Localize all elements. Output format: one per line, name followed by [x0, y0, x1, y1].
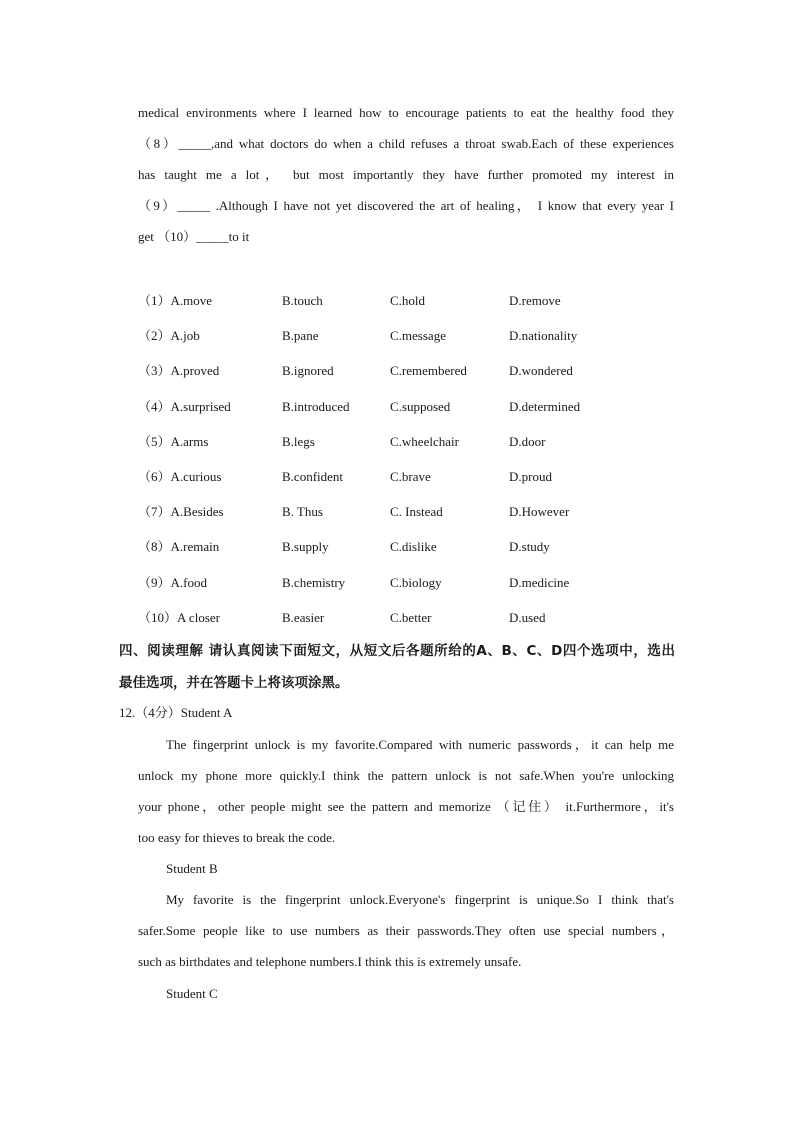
option-d: D.nationality [509, 328, 578, 344]
option-c: C.remembered [390, 363, 467, 379]
option-row [138, 290, 658, 325]
option-a-text: A.Besides [170, 504, 224, 520]
option-row [138, 325, 658, 360]
student-a-line: too easy for thieves to break the code. [138, 830, 336, 845]
option-b: B.touch [282, 293, 323, 308]
option-b: B.introduced [282, 398, 350, 414]
option-a [138, 607, 220, 629]
option-number: （4） [138, 398, 171, 414]
option-a [138, 501, 224, 523]
student-b-line: safer.Some people like to use numbers as their passwords.They often use special numbers， [138, 923, 674, 938]
option-row [138, 431, 658, 466]
options-list [138, 290, 658, 642]
option-c: C.better [390, 609, 432, 625]
option-number: （5） [138, 433, 171, 449]
option-a [138, 466, 221, 488]
option-number: （2） [138, 328, 171, 344]
option-b: B.ignored [282, 363, 334, 379]
option-a-text: A.job [170, 328, 200, 344]
option-a-text: A.proved [170, 363, 220, 379]
option-number: （10） [138, 609, 178, 625]
option-row [138, 536, 658, 571]
option-c: C.dislike [390, 539, 437, 555]
student-a-line: unlock my phone more quickly.I think the pattern unlock is not safe.When you're unlocking [138, 768, 674, 783]
option-b: B.easier [282, 609, 325, 625]
option-row [138, 466, 658, 501]
option-b: B.confident [282, 468, 344, 484]
option-d: D.medicine [509, 574, 570, 590]
option-a [138, 536, 219, 558]
passage-line: get （10）_____to it [138, 229, 250, 244]
student-b-text [138, 889, 674, 982]
passage-line: medical environments where I learned how to encourage patients to eat the healthy food they [138, 105, 674, 120]
student-a-line: The fingerprint unlock is my favorite.Compared with numeric passwords，it can help me [166, 737, 674, 752]
option-d: D.proud [509, 468, 552, 484]
option-a-text: A closer [177, 609, 220, 625]
passage-line: （9）_____ .Although I have not yet discovered the art of healing， I know that every year I [138, 198, 674, 213]
option-b: B.chemistry [282, 574, 346, 590]
option-row [138, 360, 658, 395]
option-d: D.door [509, 433, 546, 449]
option-number: （6） [138, 468, 171, 484]
option-c: C.hold [390, 293, 426, 308]
passage-line: （8）_____,and what doctors do when a child refuses a throat swab.Each of these experiences [138, 136, 674, 151]
student-b-line: such as birthdates and telephone numbers.I think this is extremely unsafe. [138, 954, 522, 969]
option-number: （9） [138, 574, 171, 590]
option-number: （3） [138, 363, 171, 379]
option-d: D.However [509, 504, 570, 520]
passage-line: has taught me a lot， but most importantly they have further promoted my interest in [138, 167, 674, 182]
option-row [138, 396, 658, 431]
option-d: D.remove [509, 293, 561, 308]
option-a-text: A.food [170, 574, 207, 590]
option-c: C.supposed [390, 398, 451, 414]
section-heading: 四、阅读理解 请认真阅读下面短文，从短文后各题所给的A、B、C、D四个选项中，选出 [119, 643, 675, 659]
option-c: C. Instead [390, 504, 443, 520]
option-d: D.wondered [509, 363, 573, 379]
option-a [138, 431, 208, 453]
section-heading-continued: 最佳选项，并在答题卡上将该项涂黑。 [119, 675, 349, 691]
option-a-text: A.surprised [170, 398, 231, 414]
option-b: B.legs [282, 433, 315, 449]
option-b: B.pane [282, 328, 319, 344]
option-d: D.study [509, 539, 550, 555]
option-c: C.wheelchair [390, 433, 459, 449]
option-a [138, 325, 200, 347]
option-a [138, 360, 219, 382]
student-c-label: Student C [166, 986, 218, 1001]
option-a-text: A.remain [170, 539, 220, 555]
option-number: （7） [138, 504, 171, 520]
student-b-label: Student B [166, 861, 218, 876]
option-a-text: A.move [170, 293, 213, 308]
question-header: 12.（4分）Student A [119, 705, 233, 720]
option-a-text: A.arms [170, 433, 209, 449]
option-c: C.biology [390, 574, 442, 590]
option-number: （1） [138, 293, 171, 308]
student-a-text [138, 734, 674, 858]
cloze-passage [138, 102, 674, 257]
option-a [138, 396, 231, 418]
option-d: D.determined [509, 398, 581, 414]
option-a-text: A.curious [170, 468, 222, 484]
option-c: C.message [390, 328, 446, 344]
option-a [138, 572, 207, 594]
option-a [138, 290, 212, 312]
option-row [138, 572, 658, 607]
student-a-line: your phone，other people might see the pattern and memorize （记住） it.Furthermore，it's [138, 799, 674, 814]
option-row [138, 501, 658, 536]
option-d: D.used [509, 609, 546, 625]
student-b-line: My favorite is the fingerprint unlock.Everyone's fingerprint is unique.So I think that's [166, 892, 674, 907]
option-b: B.supply [282, 539, 329, 555]
option-c: C.brave [390, 468, 431, 484]
option-number: （8） [138, 539, 171, 555]
option-b: B. Thus [282, 504, 323, 520]
